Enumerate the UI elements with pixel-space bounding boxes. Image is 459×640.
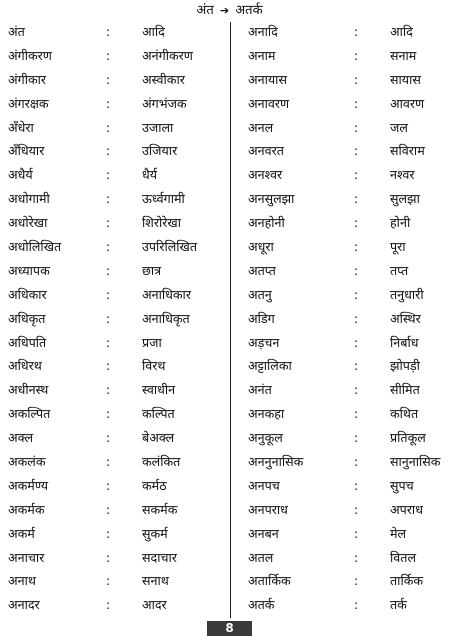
opposite-word: आदि xyxy=(142,24,165,39)
opposite-word: सविराम xyxy=(390,143,425,159)
opposite-word: उजाला xyxy=(142,119,174,135)
opposite-word: विरथ xyxy=(142,358,166,374)
word-pair-row xyxy=(8,163,223,187)
separator-colon: : xyxy=(106,47,111,63)
separator-colon: : xyxy=(354,382,359,398)
separator-colon: : xyxy=(354,525,359,541)
word: अनल xyxy=(248,119,274,135)
separator-colon: : xyxy=(354,477,359,493)
opposite-word: प्रतिकूल xyxy=(390,430,426,446)
word-pair-row xyxy=(8,546,223,570)
separator-colon: : xyxy=(354,406,359,422)
separator-colon: : xyxy=(354,71,359,87)
page-header xyxy=(0,3,459,19)
word-pair-row xyxy=(236,307,454,331)
opposite-word: अनाधिकृत xyxy=(142,310,190,326)
opposite-word: तर्क xyxy=(390,597,407,613)
word: अकर्म xyxy=(8,525,35,541)
word-pair-row xyxy=(236,569,454,593)
opposite-word: आदर xyxy=(142,597,167,613)
separator-colon: : xyxy=(106,382,111,398)
separator-colon: : xyxy=(354,454,359,470)
opposite-word: तार्किक xyxy=(390,573,424,589)
opposite-word: ऊर्ध्वगामी xyxy=(142,191,185,207)
opposite-word: सुपच xyxy=(390,477,414,493)
opposite-word: प्रजा xyxy=(142,334,162,350)
word: अधोलिखित xyxy=(8,239,62,255)
opposite-word: उजियार xyxy=(142,143,178,159)
opposite-word: अपराध xyxy=(390,501,423,517)
separator-colon: : xyxy=(106,310,111,326)
separator-colon: : xyxy=(106,454,111,470)
word-pair-row xyxy=(236,235,454,259)
word: अनपच xyxy=(248,477,280,493)
separator-colon: : xyxy=(106,406,111,422)
word-pair-row xyxy=(236,474,454,498)
word-pair-row xyxy=(236,44,454,68)
word: अंगीकार xyxy=(8,71,47,87)
word: अनकहा xyxy=(248,406,285,422)
opposite-word: कर्मठ xyxy=(142,477,167,493)
opposite-word: उपरिलिखित xyxy=(142,239,198,255)
left-word-column xyxy=(8,20,223,617)
word-pair-row xyxy=(8,450,223,474)
word: अँधियार xyxy=(8,143,45,159)
word: अनसुलझा xyxy=(248,191,295,207)
word-pair-row xyxy=(236,20,454,44)
page-number: 8 xyxy=(207,621,252,636)
word: अकल्पित xyxy=(8,406,51,422)
word: अनवरत xyxy=(248,143,284,159)
word-pair-row xyxy=(236,259,454,283)
word-pair-row xyxy=(236,163,454,187)
word: अनाचार xyxy=(8,549,45,565)
word: अतल xyxy=(248,549,274,565)
word: अंगीकरण xyxy=(8,47,52,63)
word: अनबन xyxy=(248,525,279,541)
word-pair-row xyxy=(8,20,223,44)
opposite-word: कल्पित xyxy=(142,406,175,422)
opposite-word: कलंकित xyxy=(142,454,181,470)
separator-colon: : xyxy=(106,525,111,541)
word: अधिकृत xyxy=(8,310,46,326)
word: अधूरा xyxy=(248,239,274,255)
word: अतर्क xyxy=(248,597,275,613)
word-pair-row xyxy=(236,593,454,617)
header-range-end: अतर्क xyxy=(235,3,263,18)
separator-colon: : xyxy=(106,119,111,135)
opposite-word: सानुनासिक xyxy=(390,454,441,470)
separator-colon: : xyxy=(106,24,111,39)
word: अकर्मण्य xyxy=(8,477,49,493)
word-pair-row xyxy=(236,68,454,92)
separator-colon: : xyxy=(354,430,359,446)
separator-colon: : xyxy=(354,119,359,135)
word: अधिकार xyxy=(8,286,47,302)
opposite-word: अस्थिर xyxy=(390,310,421,326)
separator-colon: : xyxy=(106,549,111,565)
word-pair-row xyxy=(8,426,223,450)
word-pair-row xyxy=(236,187,454,211)
word: अनावरण xyxy=(248,95,290,111)
word-pair-row xyxy=(236,498,454,522)
word: अनुकूल xyxy=(248,430,283,446)
opposite-word: जल xyxy=(390,119,408,135)
separator-colon: : xyxy=(354,47,359,63)
word: अधोगामी xyxy=(8,191,50,207)
opposite-word: झोपड़ी xyxy=(390,358,420,374)
separator-colon: : xyxy=(354,143,359,159)
separator-colon: : xyxy=(106,573,111,589)
word: अनादि xyxy=(248,24,278,39)
word-pair-row xyxy=(8,187,223,211)
word-pair-row xyxy=(8,522,223,546)
word-pair-row xyxy=(8,569,223,593)
word-pair-row xyxy=(236,546,454,570)
opposite-word: सुकर्म xyxy=(142,525,168,541)
word: अंगरक्षक xyxy=(8,95,49,111)
word-pair-row xyxy=(8,498,223,522)
word-pair-row xyxy=(236,211,454,235)
word-pair-row xyxy=(8,378,223,402)
opposite-word: अंगभंजक xyxy=(142,95,187,111)
word-pair-row xyxy=(236,378,454,402)
separator-colon: : xyxy=(106,167,111,183)
word: अनाम xyxy=(248,47,276,63)
opposite-word: सनाथ xyxy=(142,573,169,589)
word: अडिग xyxy=(248,310,275,326)
opposite-word: नश्वर xyxy=(390,167,415,183)
word: अनादर xyxy=(8,597,40,613)
separator-colon: : xyxy=(354,215,359,231)
opposite-word: मेल xyxy=(390,525,407,541)
word: अनश्वर xyxy=(248,167,283,183)
word: अतप्त xyxy=(248,262,276,278)
separator-colon: : xyxy=(106,501,111,517)
separator-colon: : xyxy=(354,167,359,183)
separator-colon: : xyxy=(354,310,359,326)
word-pair-row xyxy=(8,211,223,235)
separator-colon: : xyxy=(354,262,359,278)
opposite-word: होनी xyxy=(390,215,411,231)
opposite-word: अस्वीकार xyxy=(142,71,185,87)
opposite-word: छात्र xyxy=(142,262,162,278)
opposite-word: आवरण xyxy=(390,95,425,111)
opposite-word: वितल xyxy=(390,549,416,565)
word-pair-row xyxy=(8,139,223,163)
separator-colon: : xyxy=(354,358,359,374)
opposite-word: बेअक्ल xyxy=(142,430,175,446)
separator-colon: : xyxy=(106,358,111,374)
opposite-word: सायास xyxy=(390,71,421,87)
word-pair-row xyxy=(236,92,454,116)
separator-colon: : xyxy=(354,597,359,613)
word-pair-row xyxy=(236,331,454,355)
separator-colon: : xyxy=(106,239,111,255)
word-pair-row xyxy=(236,426,454,450)
separator-colon: : xyxy=(106,477,111,493)
opposite-word: सनाम xyxy=(390,47,417,63)
word-pair-row xyxy=(8,474,223,498)
word: अधोरेखा xyxy=(8,215,48,231)
separator-colon: : xyxy=(106,71,111,87)
word-pair-row xyxy=(236,283,454,307)
opposite-word: पूरा xyxy=(390,239,406,255)
word-pair-row xyxy=(8,68,223,92)
word-pair-row xyxy=(8,259,223,283)
word: अधैर्य xyxy=(8,167,33,183)
word: अकलंक xyxy=(8,454,46,470)
word: अतनु xyxy=(248,286,272,302)
word-pair-row xyxy=(8,307,223,331)
opposite-word: निर्बाध xyxy=(390,334,419,350)
word: अधिरथ xyxy=(8,358,42,374)
word: अतार्किक xyxy=(248,573,291,589)
separator-colon: : xyxy=(354,334,359,350)
word-pair-row xyxy=(8,92,223,116)
opposite-word: सदाचार xyxy=(142,549,177,565)
separator-colon: : xyxy=(106,191,111,207)
separator-colon: : xyxy=(106,597,111,613)
separator-colon: : xyxy=(354,95,359,111)
arrow-right-icon: ➔ xyxy=(219,4,230,17)
word: अनाथ xyxy=(8,573,36,589)
opposite-word: सकर्मक xyxy=(142,501,178,517)
column-divider xyxy=(230,22,231,618)
separator-colon: : xyxy=(354,573,359,589)
word-pair-row xyxy=(8,283,223,307)
separator-colon: : xyxy=(106,215,111,231)
word: अंत xyxy=(8,24,25,39)
separator-colon: : xyxy=(106,143,111,159)
separator-colon: : xyxy=(106,262,111,278)
separator-colon: : xyxy=(354,286,359,302)
opposite-word: स्वाधीन xyxy=(142,382,176,398)
word: अड़चन xyxy=(248,334,280,350)
right-word-column xyxy=(236,20,454,617)
word: अक्ल xyxy=(8,430,34,446)
word-pair-row xyxy=(236,402,454,426)
opposite-word: आदि xyxy=(390,24,413,39)
word-pair-row xyxy=(8,235,223,259)
header-range-start: अंत xyxy=(196,3,214,18)
word-pair-row xyxy=(236,354,454,378)
separator-colon: : xyxy=(354,239,359,255)
opposite-word: अनंगीकरण xyxy=(142,47,193,63)
word-pair-row xyxy=(8,44,223,68)
separator-colon: : xyxy=(354,549,359,565)
word: अनपराध xyxy=(248,501,288,517)
separator-colon: : xyxy=(354,191,359,207)
word: अनहोनी xyxy=(248,215,285,231)
word-pair-row xyxy=(8,331,223,355)
opposite-word: तनुधारी xyxy=(390,286,424,302)
word: अनंत xyxy=(248,382,272,398)
separator-colon: : xyxy=(106,95,111,111)
separator-colon: : xyxy=(106,286,111,302)
opposite-word: तप्त xyxy=(390,262,409,278)
opposite-word: शिरोरेखा xyxy=(142,215,181,231)
word: अँधेरा xyxy=(8,119,34,135)
word: अध्यापक xyxy=(8,262,50,278)
word-pair-row xyxy=(8,593,223,617)
opposite-word: कथित xyxy=(390,406,419,422)
word: अट्टालिका xyxy=(248,358,292,374)
opposite-word: अनाधिकार xyxy=(142,286,191,302)
separator-colon: : xyxy=(354,501,359,517)
word-pair-row xyxy=(236,450,454,474)
word: अधिपति xyxy=(8,334,47,350)
opposite-word: सुलझा xyxy=(390,191,420,207)
word-pair-row xyxy=(236,139,454,163)
separator-colon: : xyxy=(354,24,359,39)
word-pair-row xyxy=(8,116,223,140)
word-pair-row xyxy=(8,354,223,378)
word-pair-row xyxy=(8,402,223,426)
word: अधीनस्थ xyxy=(8,382,49,398)
word-pair-row xyxy=(236,116,454,140)
word: अकर्मक xyxy=(8,501,45,517)
word: अनायास xyxy=(248,71,287,87)
opposite-word: सीमित xyxy=(390,382,420,398)
opposite-word: धैर्य xyxy=(142,167,158,183)
word: अननुनासिक xyxy=(248,454,304,470)
word-pair-row xyxy=(236,522,454,546)
separator-colon: : xyxy=(106,334,111,350)
separator-colon: : xyxy=(106,430,111,446)
